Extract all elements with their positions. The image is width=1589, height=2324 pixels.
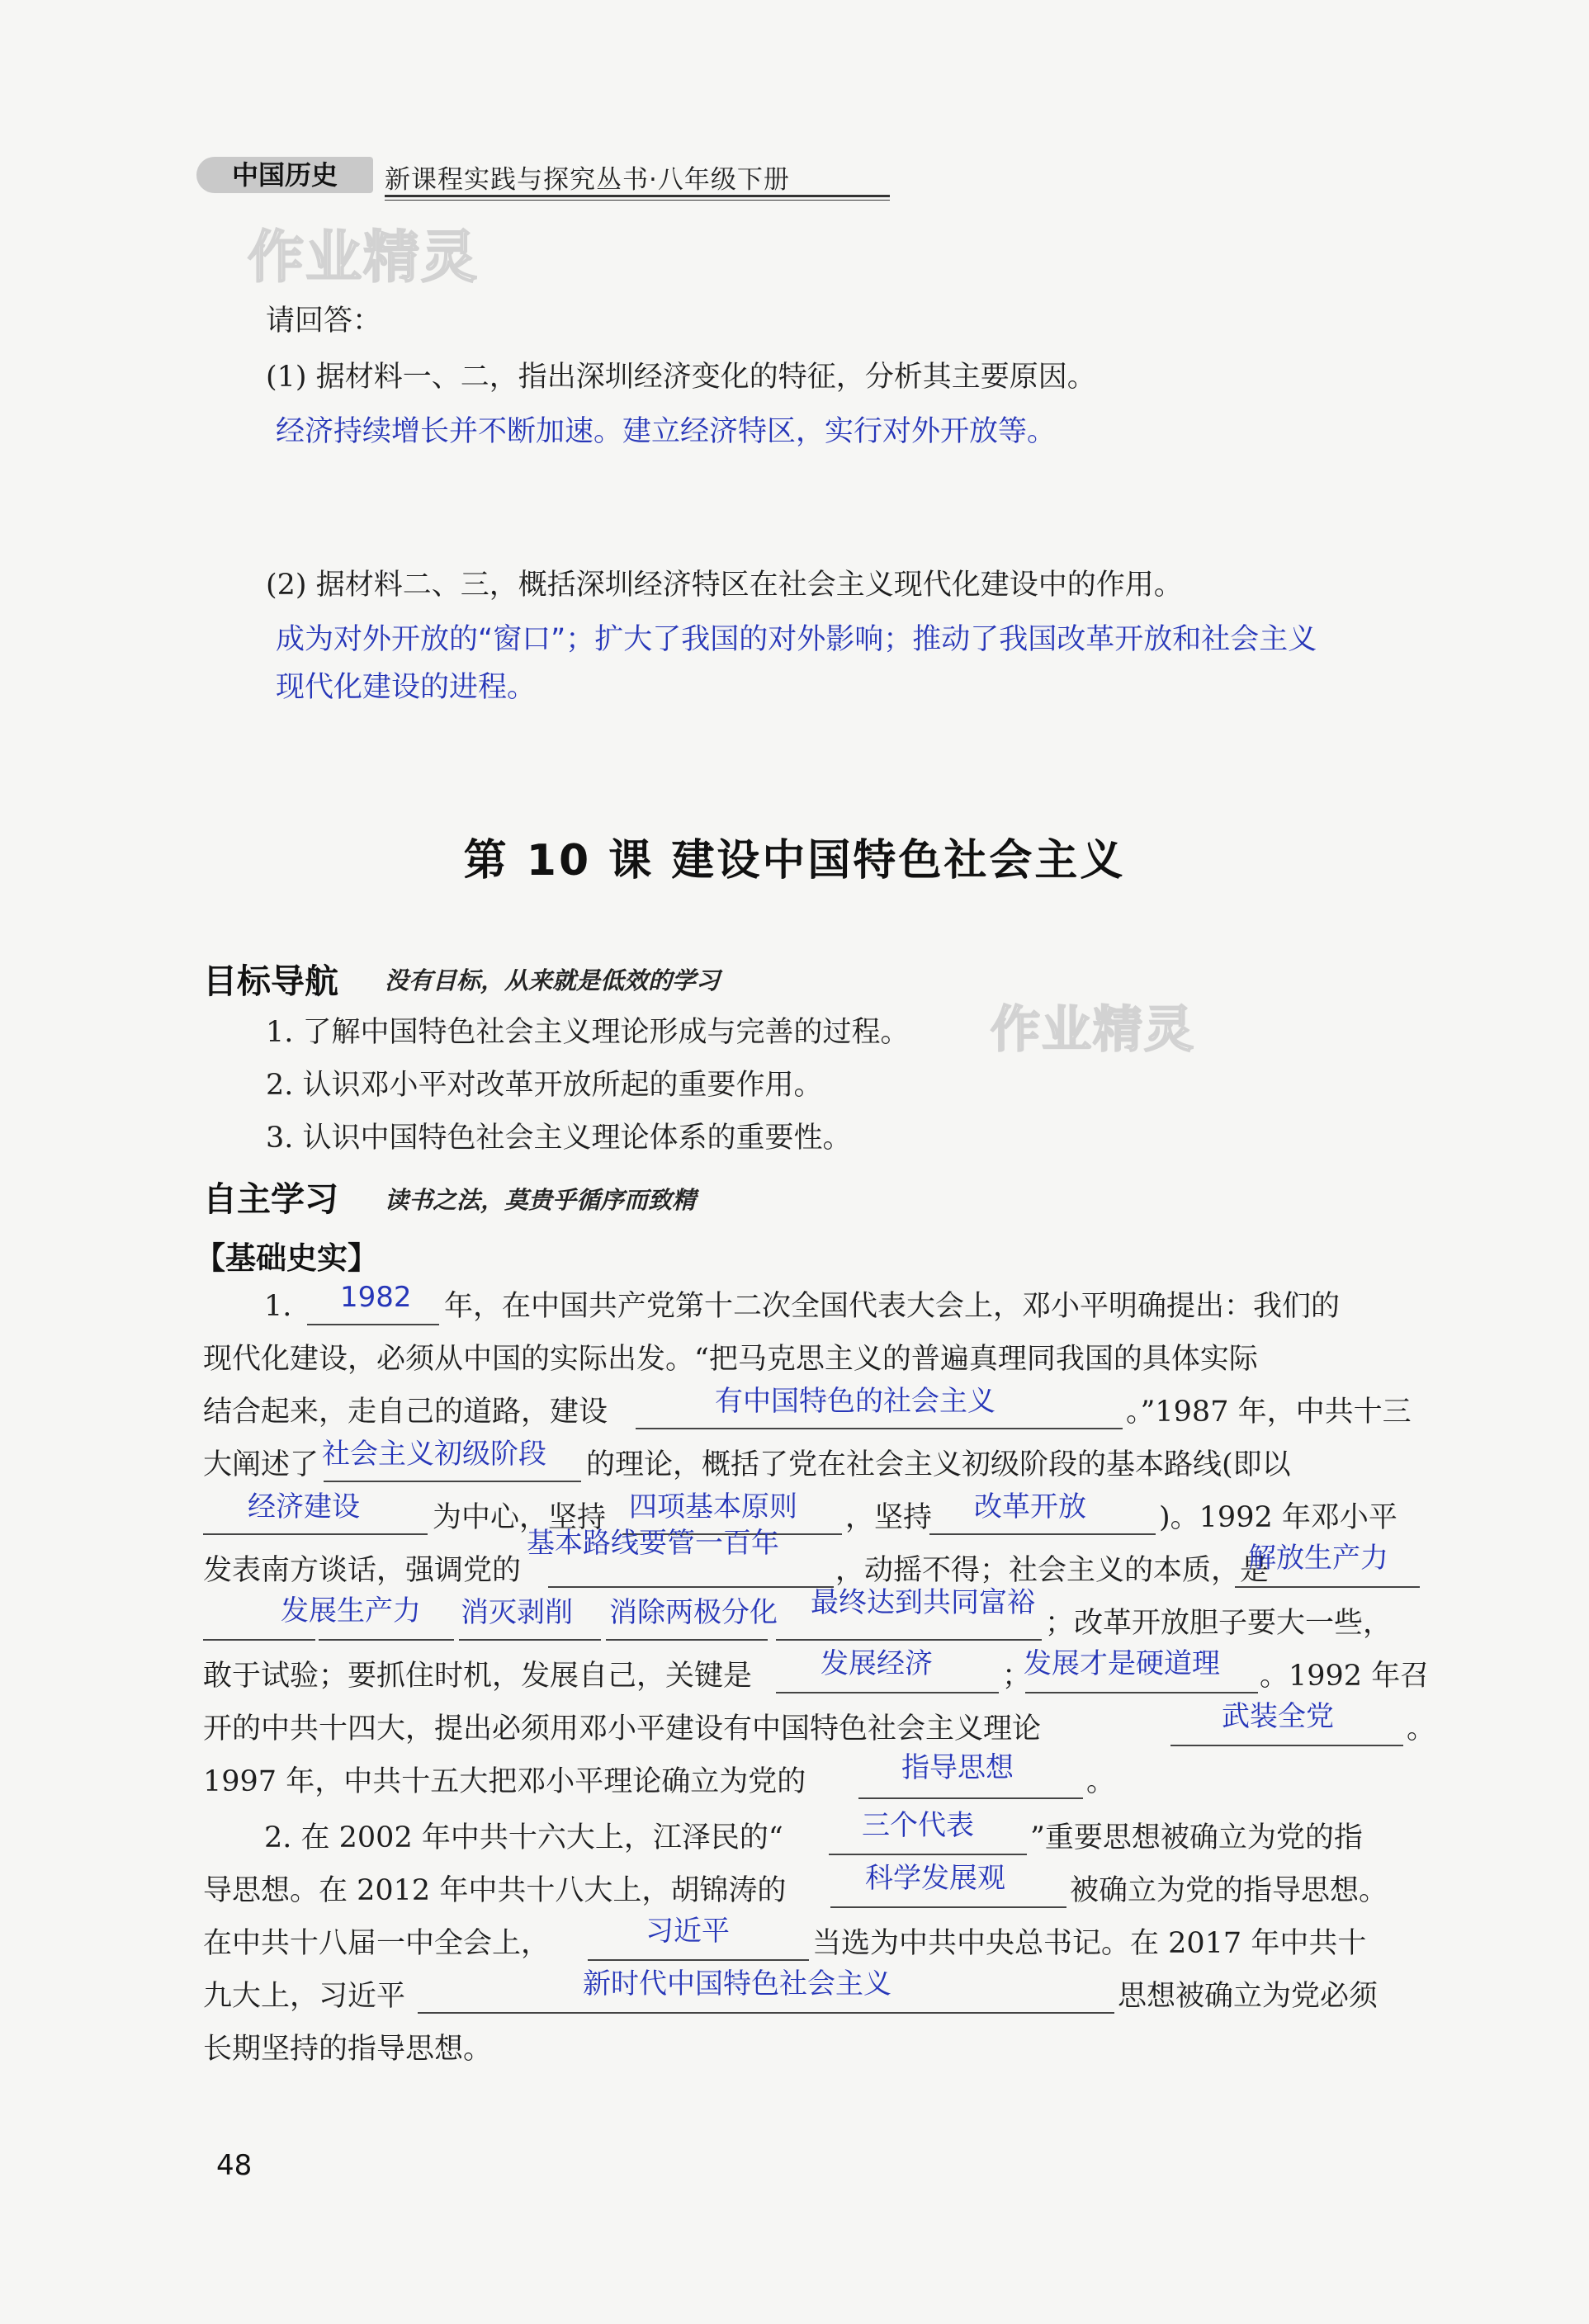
answer-build: 有中国特色的社会主义 — [715, 1385, 995, 1418]
fill-blank — [418, 2012, 1114, 2014]
page-header — [196, 152, 890, 201]
fill-blank — [319, 1639, 454, 1641]
fact-text: 大阐述了 — [203, 1448, 319, 1481]
answer-reform: 改革开放 — [974, 1490, 1086, 1523]
fill-blank — [203, 1639, 315, 1641]
fill-blank — [324, 1481, 581, 1482]
answer-stage: 社会主义初级阶段 — [322, 1438, 546, 1471]
fact-text: 。 — [1086, 1765, 1116, 1798]
fact-text: 2. 在 2002 年中共十六大上，江泽民的“ — [264, 1821, 783, 1854]
subject-tab: 中国历史 — [196, 157, 373, 193]
fill-blank — [606, 1639, 768, 1641]
answer-year: 1982 — [340, 1281, 412, 1314]
fact-text: 长期坚持的指导思想。 — [203, 2033, 493, 2066]
fact-text: ，坚持 — [845, 1501, 933, 1534]
answer-guiding: 指导思想 — [901, 1751, 1014, 1784]
fill-blank — [1235, 1586, 1420, 1588]
fill-blank — [307, 1324, 439, 1325]
fact-text: 现代化建设，必须从中国的实际出发。“把马克思主义的普遍真理同我国的具体实际 — [203, 1343, 1258, 1376]
header-rule-thin — [385, 200, 890, 201]
fill-blank — [1170, 1745, 1403, 1746]
fill-blank — [548, 1586, 834, 1588]
answer-center: 经济建设 — [248, 1490, 360, 1523]
fill-blank — [1025, 1692, 1258, 1693]
answer-essence-2: 发展生产力 — [281, 1594, 421, 1627]
fill-blank — [636, 1428, 1123, 1429]
fill-blank — [203, 1533, 428, 1535]
answer-2-line-2: 现代化建设的进程。 — [276, 671, 537, 704]
answer-essence-5: 最终达到共同富裕 — [811, 1586, 1035, 1619]
question-1: (1) 据材料一、二，指出深圳经济变化的特征，分析其主要原因。 — [266, 361, 1096, 394]
answer-2-line-1: 成为对外开放的“窗口”；扩大了我国的对外影响；推动了我国改革开放和社会主义 — [276, 623, 1317, 656]
question-2: (2) 据材料二、三，概括深圳经济特区在社会主义现代化建设中的作用。 — [266, 569, 1183, 602]
answer-basic-line: 基本路线要管一百年 — [527, 1527, 779, 1560]
goal-item: 1. 了解中国特色社会主义理论形成与完善的过程。 — [266, 1016, 910, 1049]
header-rule — [385, 195, 890, 197]
fact-text: 结合起来，走自己的道路，建设 — [203, 1396, 608, 1429]
fact-text: 九大上，习近平 — [203, 1980, 406, 2013]
fact-text: 被确立为党的指导思想。 — [1070, 1874, 1388, 1907]
fact-text: 年，在中国共产党第十二次全国代表大会上，邓小平明确提出：我们的 — [444, 1290, 1341, 1323]
fill-blank — [776, 1639, 1042, 1641]
self-study-heading: 自主学习 — [203, 1179, 338, 1219]
fact-text: ，动摇不得；社会主义的本质，是 — [835, 1554, 1270, 1587]
fill-blank — [929, 1533, 1156, 1535]
answer-hard-truth: 发展才是硬道理 — [1024, 1647, 1220, 1680]
fill-blank — [459, 1639, 601, 1641]
answer-four-principles: 四项基本原则 — [629, 1490, 797, 1523]
fact-text: ；改革开放胆子要大一些， — [1045, 1607, 1393, 1640]
basic-facts-heading: 【基础史实】 — [195, 1240, 378, 1276]
answer-new-era: 新时代中国特色社会主义 — [583, 1967, 891, 2000]
fact-text: 。 — [1407, 1712, 1436, 1745]
answer-three-represents: 三个代表 — [862, 1809, 974, 1842]
answer-essence-3: 消灭剥削 — [461, 1596, 573, 1629]
fact-text: 1. — [264, 1290, 292, 1323]
fact-text: 1997 年，中共十五大把邓小平理论确立为党的 — [203, 1765, 806, 1798]
fact-text: 开的中共十四大，提出必须用邓小平建设有中国特色社会主义理论 — [203, 1712, 1042, 1745]
answer-essence-4: 消除两极分化 — [609, 1596, 778, 1629]
answer-scientific: 科学发展观 — [865, 1862, 1005, 1895]
goal-item: 2. 认识邓小平对改革开放所起的重要作用。 — [266, 1069, 823, 1102]
fact-text: ； — [1002, 1660, 1032, 1693]
fact-text: 为中心，坚持 — [433, 1501, 607, 1534]
fill-blank — [830, 1906, 1066, 1908]
lesson-title: 第 10 课 建设中国特色社会主义 — [463, 836, 1126, 886]
fact-text: 当选为中共中央总书记。在 2017 年中共十 — [812, 1927, 1367, 1960]
fact-text: ”重要思想被确立为党的指 — [1030, 1821, 1363, 1854]
answer-arm: 武装全党 — [1222, 1700, 1334, 1733]
fact-text: 思想被确立为党必须 — [1118, 1980, 1379, 2013]
fill-blank — [858, 1797, 1083, 1799]
answer-xi: 习近平 — [646, 1915, 730, 1948]
page-number: 48 — [216, 2149, 253, 2182]
fact-text: 敢于试验；要抓住时机，发展自己，关键是 — [203, 1660, 753, 1693]
goals-heading: 目标导航 — [203, 961, 338, 1001]
fill-blank — [588, 1959, 809, 1961]
fill-blank — [829, 1854, 1027, 1855]
watermark: 作业精灵 — [991, 1001, 1195, 1059]
fill-blank — [776, 1692, 999, 1693]
self-study-motto: 读书之法，莫贵乎循序而致精 — [385, 1186, 697, 1214]
answer-essence-1: 解放生产力 — [1248, 1542, 1388, 1575]
fact-text: 在中共十八届一中全会上， — [203, 1927, 551, 1960]
goal-item: 3. 认识中国特色社会主义理论体系的重要性。 — [266, 1122, 852, 1155]
fact-text: 。1992 年召 — [1260, 1660, 1430, 1693]
prompt: 请回答： — [266, 305, 382, 338]
goals-motto: 没有目标，从来就是低效的学习 — [385, 966, 721, 994]
series-title: 新课程实践与探究丛书·八年级下册 — [385, 165, 790, 195]
answer-key: 发展经济 — [821, 1647, 933, 1680]
fact-text: 发表南方谈话，强调党的 — [203, 1554, 522, 1587]
fact-text: 。”1987 年，中共十三 — [1126, 1396, 1412, 1429]
fact-text: 的理论，概括了党在社会主义初级阶段的基本路线(即以 — [586, 1448, 1291, 1481]
fact-text: )。1992 年邓小平 — [1159, 1501, 1397, 1534]
watermark: 作业精灵 — [248, 225, 480, 290]
answer-1: 经济持续增长并不断加速。建立经济特区，实行对外开放等。 — [276, 415, 1057, 448]
fact-text: 导思想。在 2012 年中共十八大上，胡锦涛的 — [203, 1874, 787, 1907]
